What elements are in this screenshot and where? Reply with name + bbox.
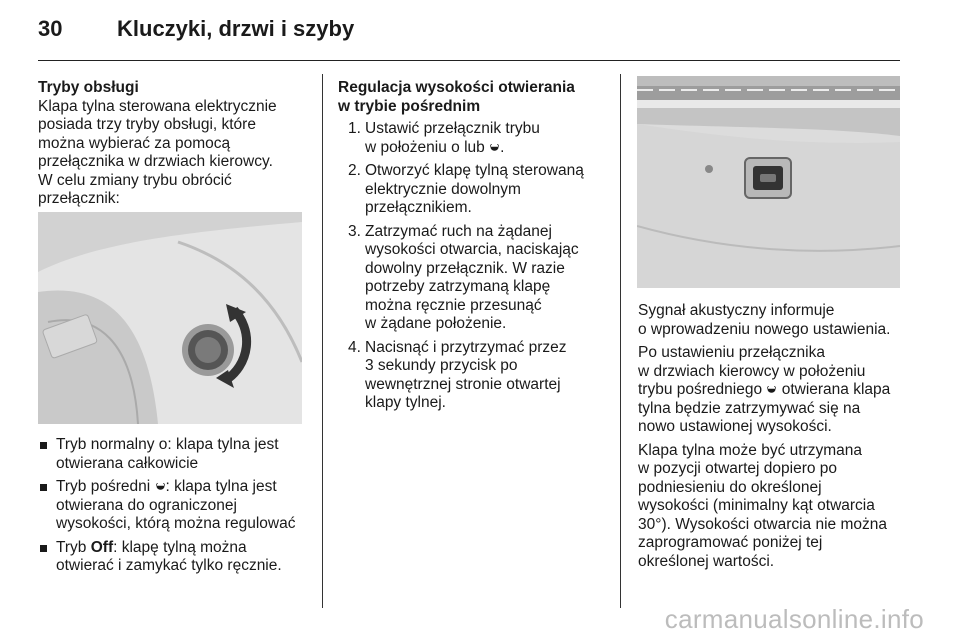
column-divider-2 xyxy=(620,74,621,608)
paragraph-text: otwierana klapa xyxy=(777,381,891,398)
column-1 xyxy=(38,79,310,209)
step-line: 3 sekundy przycisk po xyxy=(365,357,518,374)
paragraph-line xyxy=(638,381,900,400)
list-item xyxy=(38,539,310,576)
section-heading-modes: Tryby obsługi xyxy=(38,79,139,96)
mode-intermediate-text: Tryb pośredni xyxy=(56,478,155,495)
step-line: Otworzyć klapę tylną sterowaną xyxy=(365,162,584,179)
paragraph-line: Po ustawieniu przełącznika xyxy=(638,344,825,361)
tailgate-drawing xyxy=(637,76,900,288)
paragraph-line: określonej wartości. xyxy=(638,552,775,570)
step-line: Nacisnąć i przytrzymać przez xyxy=(365,338,567,356)
steps-list xyxy=(338,120,620,413)
paragraph-line: podniesieniu do określonej xyxy=(638,478,822,496)
step-number: 3. xyxy=(348,222,361,240)
section-heading-height: Regulacja wysokości otwierania xyxy=(338,79,575,96)
list-item xyxy=(338,162,620,218)
paragraph-line: zaprogramować poniżej tej xyxy=(638,534,823,551)
paragraph-line: Klapa tylna może być utrzymana xyxy=(638,441,862,459)
paragraph-line: wysokości (minimalny kąt otwarcia xyxy=(638,497,875,514)
mode-normal-text: Tryb normalny o: klapa tylna jest xyxy=(56,436,279,453)
paragraph-line: w drzwiach kierowcy w położeniu xyxy=(638,362,866,380)
step-line: w żądane położenie. xyxy=(365,315,507,332)
step-line: w położeniu o lub xyxy=(365,138,485,156)
intro-line: można wybierać za pomocą xyxy=(38,134,231,152)
intro-line: Klapa tylna sterowana elektrycznie xyxy=(38,97,277,115)
half-circle-icon xyxy=(767,386,776,395)
tailgate-button-illustration xyxy=(637,76,900,288)
step-line: potrzeby zatrzymaną klapę xyxy=(365,278,551,295)
list-item xyxy=(338,339,620,413)
list-item: 1. Ustawić przełącznik trybu w położeniu o lub . xyxy=(348,120,540,156)
mode-intermediate-suffix: : klapa tylna jest xyxy=(165,478,277,495)
mode-off-line: otwierać i zamykać tylko ręcznie. xyxy=(56,557,282,574)
half-circle-icon xyxy=(490,144,499,153)
bullet-square-icon xyxy=(40,442,47,449)
column-2 xyxy=(338,79,620,418)
bullet-square-icon xyxy=(40,545,47,552)
paragraph-text: trybu pośredniego xyxy=(638,381,767,398)
bullet-square-icon xyxy=(40,484,47,491)
header-rule xyxy=(38,60,900,61)
list-item xyxy=(338,223,620,334)
step-number: 1. xyxy=(348,120,361,137)
intro-line: W celu zmiany trybu obrócić xyxy=(38,171,232,189)
step-line: wewnętrznej stronie otwartej xyxy=(365,375,561,393)
paragraph-line: o wprowadzeniu nowego ustawienia. xyxy=(638,320,891,338)
step-line: elektrycznie dowolnym xyxy=(365,180,521,198)
half-circle-icon xyxy=(156,483,165,492)
step-line: Zatrzymać ruch na żądanej xyxy=(365,222,552,240)
step-number: 4. xyxy=(348,338,361,356)
step-line: dowolny przełącznik. W razie xyxy=(365,259,565,277)
page-number: 30 xyxy=(38,16,63,41)
paragraph-line: 30°). Wysokości otwarcia nie można xyxy=(638,515,887,533)
paragraph-line: tylna będzie zatrzymywać się na xyxy=(638,399,861,417)
mode-intermediate-line: otwierana do ograniczonej xyxy=(56,496,237,514)
step-line: przełącznikiem. xyxy=(365,199,472,216)
paragraph-line: Sygnał akustyczny informuje xyxy=(638,302,835,319)
step-number: 2. xyxy=(348,162,361,179)
step-line: Ustawić przełącznik trybu xyxy=(365,120,540,137)
column-3 xyxy=(638,302,900,571)
step-line: można ręcznie przesunąć xyxy=(365,296,542,314)
mode-list-container xyxy=(38,436,310,581)
paragraph-line: nowo ustawionej wysokości. xyxy=(638,418,832,435)
mode-off-suffix: : klapę tylną można xyxy=(113,538,247,556)
step-line: wysokości otwarcia, naciskając xyxy=(365,241,579,258)
watermark: carmanualsonline.info xyxy=(664,604,924,634)
door-switch-drawing xyxy=(38,212,302,424)
page-title: Kluczyki, drzwi i szyby xyxy=(117,16,355,41)
mode-normal-line: otwierana całkowicie xyxy=(56,454,199,472)
intro-line: przełącznika w drzwiach kierowcy. xyxy=(38,153,273,170)
mode-off-text: Tryb xyxy=(56,538,91,556)
section-heading-height: w trybie pośrednim xyxy=(338,97,481,115)
mode-off-label: Off xyxy=(90,538,114,556)
mode-intermediate-line: wysokości, którą można regulować xyxy=(56,515,296,532)
step-line: klapy tylnej. xyxy=(365,394,446,411)
intro-line: przełącznik: xyxy=(38,190,120,207)
paragraph-line: w pozycji otwartej dopiero po xyxy=(638,460,838,477)
list-item xyxy=(38,478,310,534)
list-item xyxy=(38,436,310,473)
intro-line: posiada trzy tryby obsługi, które xyxy=(38,116,256,133)
column-divider-1 xyxy=(322,74,323,608)
mode-list xyxy=(38,436,310,576)
door-switch-illustration xyxy=(38,212,302,424)
